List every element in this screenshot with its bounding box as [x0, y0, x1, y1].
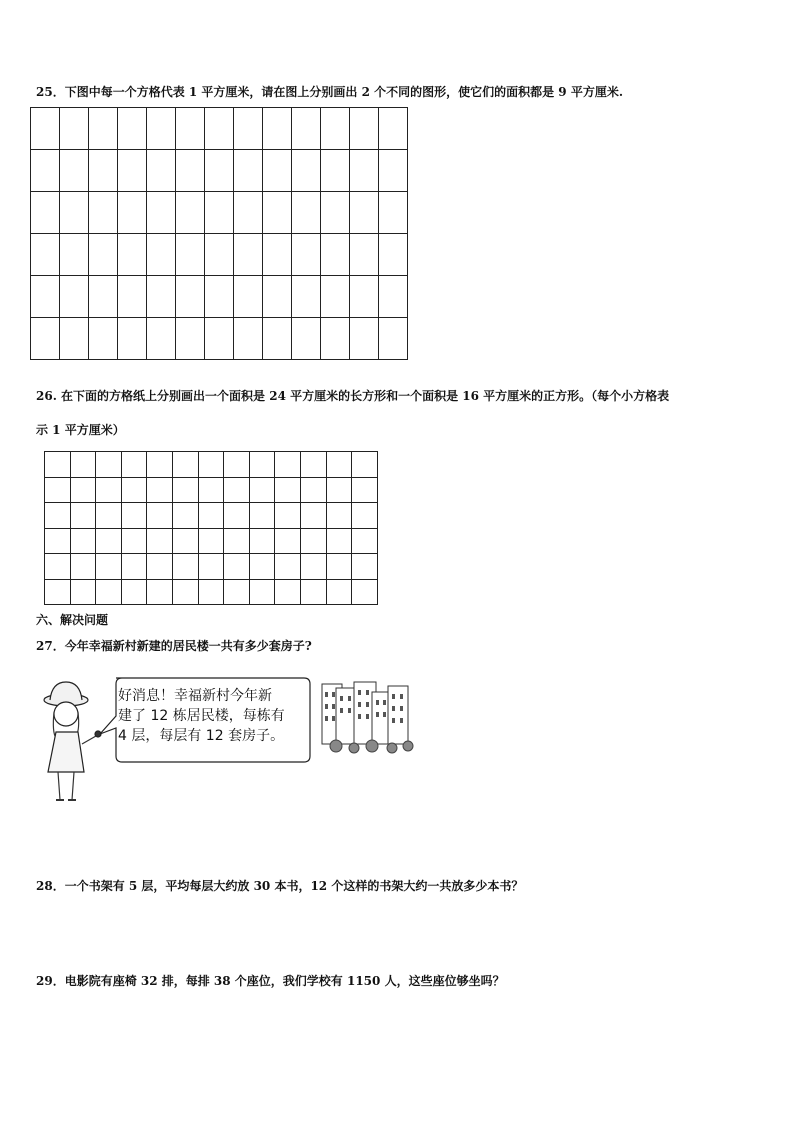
grid-cell[interactable] — [31, 276, 60, 318]
grid-cell[interactable] — [205, 192, 234, 234]
grid-cell[interactable] — [89, 276, 118, 318]
grid-cell[interactable] — [71, 554, 97, 580]
grid-cell[interactable] — [45, 580, 71, 606]
grid-cell[interactable] — [275, 478, 301, 504]
grid-cell[interactable] — [379, 192, 408, 234]
grid-cell[interactable] — [379, 108, 408, 150]
grid-cell[interactable] — [118, 150, 147, 192]
grid-cell[interactable] — [263, 192, 292, 234]
grid-cell[interactable] — [327, 554, 353, 580]
grid-cell[interactable] — [327, 580, 353, 606]
grid-cell[interactable] — [96, 554, 122, 580]
grid-cell[interactable] — [122, 580, 148, 606]
grid-cell[interactable] — [250, 452, 276, 478]
grid-cell[interactable] — [205, 108, 234, 150]
question-26-text-line1: 26. 在下面的方格纸上分别画出一个面积是 24 平方厘米的长方形和一个面积是 16 平方厘米的正方形。（每个小方格表 — [36, 389, 670, 403]
grid-cell[interactable] — [45, 529, 71, 555]
grid-cell[interactable] — [118, 108, 147, 150]
grid-cell[interactable] — [205, 276, 234, 318]
grid-cell[interactable] — [350, 192, 379, 234]
grid-cell[interactable] — [147, 234, 176, 276]
grid-cell[interactable] — [60, 318, 89, 360]
grid-cell[interactable] — [147, 554, 173, 580]
grid-cell[interactable] — [122, 478, 148, 504]
grid-cell[interactable] — [275, 503, 301, 529]
grid-cell[interactable] — [176, 150, 205, 192]
grid-cell[interactable] — [275, 580, 301, 606]
grid-cell[interactable] — [327, 503, 353, 529]
grid-cell[interactable] — [321, 234, 350, 276]
grid-cell[interactable] — [45, 554, 71, 580]
grid-cell[interactable] — [350, 150, 379, 192]
grid-cell[interactable] — [263, 318, 292, 360]
speech-line-3: 4 层，每层有 12 套房子。 — [118, 728, 285, 744]
grid-cell[interactable] — [327, 452, 353, 478]
grid-cell[interactable] — [173, 452, 199, 478]
grid-cell[interactable] — [321, 318, 350, 360]
grid-cell[interactable] — [31, 192, 60, 234]
grid-cell[interactable] — [176, 234, 205, 276]
grid-cell[interactable] — [250, 529, 276, 555]
grid-cell[interactable] — [96, 529, 122, 555]
grid-cell[interactable] — [327, 478, 353, 504]
grid-cell[interactable] — [321, 108, 350, 150]
grid-cell[interactable] — [292, 276, 321, 318]
grid-cell[interactable] — [31, 150, 60, 192]
grid-cell[interactable] — [224, 554, 250, 580]
grid-cell[interactable] — [60, 150, 89, 192]
grid-cell[interactable] — [224, 580, 250, 606]
grid-cell[interactable] — [301, 452, 327, 478]
grid-cell[interactable] — [173, 503, 199, 529]
grid-cell[interactable] — [122, 529, 148, 555]
grid-cell[interactable] — [352, 554, 378, 580]
grid-cell[interactable] — [147, 478, 173, 504]
grid-cell[interactable] — [292, 150, 321, 192]
grid-cell[interactable] — [292, 108, 321, 150]
grid-cell[interactable] — [71, 580, 97, 606]
grid-cell[interactable] — [176, 192, 205, 234]
grid-cell[interactable] — [250, 503, 276, 529]
grid-cell[interactable] — [176, 108, 205, 150]
grid-cell[interactable] — [224, 452, 250, 478]
grid-cell[interactable] — [71, 503, 97, 529]
grid-cell[interactable] — [118, 276, 147, 318]
grid-cell[interactable] — [205, 234, 234, 276]
grid-cell[interactable] — [352, 503, 378, 529]
grid-cell[interactable] — [71, 452, 97, 478]
question-26-text-line2: 示 1 平方厘米） — [36, 423, 125, 437]
grid-cell[interactable] — [173, 478, 199, 504]
grid-cell[interactable] — [60, 234, 89, 276]
grid-cell[interactable] — [60, 108, 89, 150]
grid-cell[interactable] — [275, 452, 301, 478]
grid-cell[interactable] — [199, 580, 225, 606]
grid-cell[interactable] — [89, 150, 118, 192]
grid-cell[interactable] — [89, 318, 118, 360]
grid-cell[interactable] — [352, 478, 378, 504]
grid-cell[interactable] — [147, 150, 176, 192]
grid-cell[interactable] — [31, 234, 60, 276]
grid-cell[interactable] — [147, 318, 176, 360]
grid-cell[interactable] — [263, 276, 292, 318]
reporter-figure-icon — [44, 682, 101, 800]
speech-bubble-text — [118, 686, 285, 746]
grid-cell[interactable] — [250, 554, 276, 580]
grid-cell[interactable] — [292, 192, 321, 234]
grid-cell[interactable] — [96, 452, 122, 478]
grid-cell[interactable] — [234, 108, 263, 150]
grid-cell[interactable] — [224, 503, 250, 529]
grid-cell[interactable] — [301, 503, 327, 529]
section-title: 六、解决问题 — [36, 613, 109, 627]
grid-cell[interactable] — [147, 192, 176, 234]
speech-line-1: 好消息！幸福新村今年新 — [118, 688, 272, 704]
grid-cell[interactable] — [96, 478, 122, 504]
grid-cell[interactable] — [89, 192, 118, 234]
question-26-grid[interactable] — [44, 451, 378, 605]
grid-cell[interactable] — [263, 234, 292, 276]
grid-cell[interactable] — [45, 478, 71, 504]
grid-cell[interactable] — [176, 276, 205, 318]
grid-cell[interactable] — [234, 234, 263, 276]
grid-cell[interactable] — [234, 318, 263, 360]
grid-cell[interactable] — [250, 478, 276, 504]
grid-cell[interactable] — [275, 554, 301, 580]
grid-cell[interactable] — [292, 318, 321, 360]
grid-cell[interactable] — [301, 478, 327, 504]
grid-cell[interactable] — [352, 580, 378, 606]
grid-cell[interactable] — [234, 150, 263, 192]
grid-cell[interactable] — [199, 452, 225, 478]
grid-cell[interactable] — [199, 529, 225, 555]
grid-cell[interactable] — [122, 554, 148, 580]
grid-cell[interactable] — [147, 503, 173, 529]
grid-cell[interactable] — [379, 150, 408, 192]
grid-cell[interactable] — [96, 503, 122, 529]
grid-cell[interactable] — [199, 478, 225, 504]
grid-cell[interactable] — [275, 529, 301, 555]
grid-cell[interactable] — [234, 276, 263, 318]
question-25-text: 25．下图中每一个方格代表 1 平方厘米，请在图上分别画出 2 个不同的图形，使它们的面积都是 9 平方厘米. — [36, 85, 623, 99]
grid-cell[interactable] — [60, 192, 89, 234]
grid-cell[interactable] — [224, 529, 250, 555]
grid-cell[interactable] — [327, 529, 353, 555]
question-25-grid[interactable] — [30, 107, 408, 360]
grid-cell[interactable] — [205, 150, 234, 192]
grid-cell[interactable] — [31, 318, 60, 360]
grid-cell[interactable] — [379, 234, 408, 276]
grid-cell[interactable] — [45, 503, 71, 529]
grid-cell[interactable] — [176, 318, 205, 360]
grid-cell[interactable] — [350, 234, 379, 276]
grid-cell[interactable] — [173, 554, 199, 580]
grid-cell[interactable] — [122, 452, 148, 478]
grid-cell[interactable] — [292, 234, 321, 276]
grid-cell[interactable] — [263, 150, 292, 192]
grid-cell[interactable] — [118, 318, 147, 360]
grid-cell[interactable] — [199, 503, 225, 529]
grid-cell[interactable] — [301, 580, 327, 606]
grid-cell[interactable] — [379, 318, 408, 360]
question-29-text: 29．电影院有座椅 32 排，每排 38 个座位，我们学校有 1150 人，这些座位够坐吗？ — [36, 974, 505, 988]
question-28-text: 28．一个书架有 5 层，平均每层大约放 30 本书，12 个这样的书架大约一共放多少本书？ — [36, 879, 524, 893]
grid-cell[interactable] — [350, 318, 379, 360]
grid-cell[interactable] — [263, 108, 292, 150]
grid-cell[interactable] — [301, 554, 327, 580]
grid-cell[interactable] — [89, 108, 118, 150]
grid-cell[interactable] — [118, 234, 147, 276]
grid-cell[interactable] — [224, 478, 250, 504]
grid-cell[interactable] — [31, 108, 60, 150]
speech-line-2: 建了 12 栋居民楼，每栋有 — [118, 708, 285, 724]
grid-cell[interactable] — [71, 478, 97, 504]
grid-cell[interactable] — [147, 276, 176, 318]
grid-cell[interactable] — [350, 108, 379, 150]
grid-cell[interactable] — [147, 580, 173, 606]
grid-cell[interactable] — [71, 529, 97, 555]
grid-cell[interactable] — [352, 529, 378, 555]
grid-cell[interactable] — [118, 192, 147, 234]
grid-cell[interactable] — [301, 529, 327, 555]
question-27-text: 27．今年幸福新村新建的居民楼一共有多少套房子? — [36, 639, 312, 653]
grid-cell[interactable] — [122, 503, 148, 529]
grid-cell[interactable] — [147, 529, 173, 555]
grid-cell[interactable] — [234, 192, 263, 234]
grid-cell[interactable] — [60, 276, 89, 318]
grid-cell[interactable] — [321, 276, 350, 318]
grid-cell[interactable] — [352, 452, 378, 478]
grid-cell[interactable] — [173, 529, 199, 555]
grid-cell[interactable] — [96, 580, 122, 606]
grid-cell[interactable] — [45, 452, 71, 478]
grid-cell[interactable] — [173, 580, 199, 606]
grid-cell[interactable] — [321, 192, 350, 234]
grid-cell[interactable] — [205, 318, 234, 360]
grid-cell[interactable] — [321, 150, 350, 192]
grid-cell[interactable] — [379, 276, 408, 318]
grid-cell[interactable] — [350, 276, 379, 318]
grid-cell[interactable] — [199, 554, 225, 580]
grid-cell[interactable] — [147, 108, 176, 150]
grid-cell[interactable] — [89, 234, 118, 276]
grid-cell[interactable] — [147, 452, 173, 478]
apartment-buildings-icon — [322, 682, 413, 753]
grid-cell[interactable] — [250, 580, 276, 606]
